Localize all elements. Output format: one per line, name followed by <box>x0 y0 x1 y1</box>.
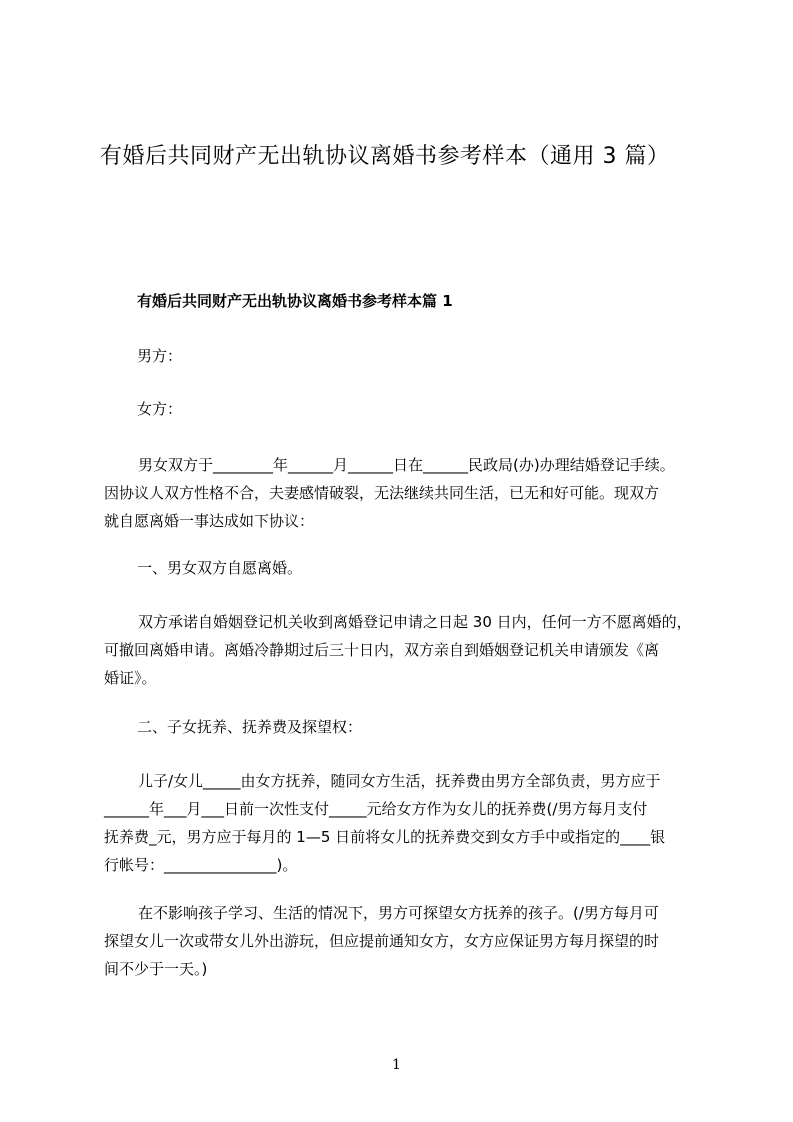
intro-paragraph <box>104 451 694 535</box>
male-party-label: 男方： <box>137 347 183 365</box>
clause-1-line: 婚证》。 <box>104 669 157 687</box>
clause-2-line: 抚养费_元，男方应于每月的 1—5 日前将女儿的抚养费交到女方手中或指定的____银 <box>104 828 666 846</box>
clause-2-line: ______年___月___日前一次性支付_____元给女方作为女儿的抚养费(/男方每月支付 <box>104 800 648 818</box>
female-party-label: 女方： <box>137 400 183 418</box>
intro-line: 因协议人双方性格不合，夫妻感情破裂，无法继续共同生活，已无和好可能。现双方 <box>104 484 660 502</box>
clause-2-paragraph <box>104 767 694 879</box>
clause-2-line: 儿子/女儿_____由女方抚养，随同女方生活，抚养费由男方全部负责，男方应于 <box>138 772 661 790</box>
clause-1-line: 双方承诺自婚姻登记机关收到离婚登记申请之日起 30 日内，任何一方不愿离婚的， <box>138 613 692 631</box>
clause-2-heading: 二、子女抚养、抚养费及探望权： <box>137 718 363 736</box>
document-title: 有婚后共同财产无出轨协议离婚书参考样本（通用 3 篇） <box>100 144 670 169</box>
clause-1-paragraph <box>104 608 694 692</box>
clause-1-heading: 一、男女双方自愿离婚。 <box>137 559 303 577</box>
visitation-line: 探望女儿一次或带女儿外出游玩，但应提前通知女方，女方应保证男方每月探望的时 <box>104 932 660 950</box>
visitation-paragraph <box>104 899 694 983</box>
page-number: 1 <box>392 1057 401 1073</box>
clause-1-line: 可撤回离婚申请。离婚冷静期过后三十日内，双方亲自到婚姻登记机关申请颁发《离 <box>104 641 660 659</box>
visitation-line: 在不影响孩子学习、生活的情况下，男方可探望女方抚养的孩子。(/男方每月可 <box>138 904 659 922</box>
clause-2-line: 行帐号：_______________)。 <box>104 856 298 874</box>
intro-line: 就自愿离婚一事达成如下协议： <box>104 512 315 530</box>
intro-line: 男女双方于________年______月______日在______民政局(办)办理结婚登记手续。 <box>138 456 675 474</box>
visitation-line: 间不少于一天。) <box>104 960 208 978</box>
section-title: 有婚后共同财产无出轨协议离婚书参考样本篇 1 <box>137 292 453 310</box>
